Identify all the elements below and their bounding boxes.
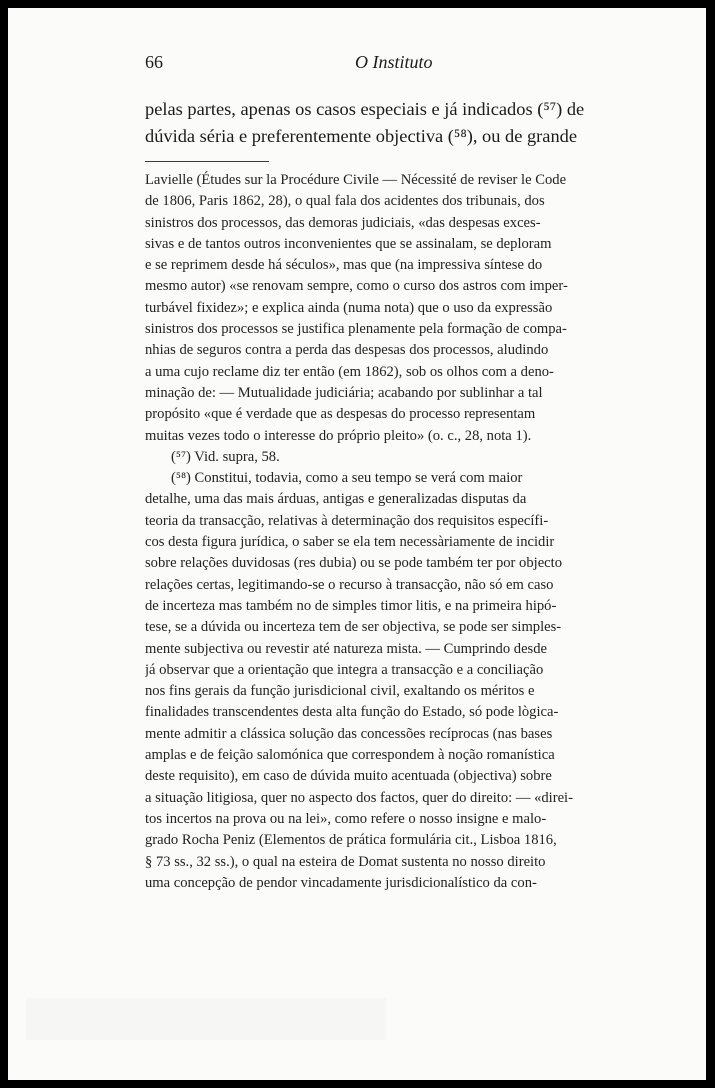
footnote-line: minação de: — Mutualidade judiciária; acabando por sublinhar a tal	[145, 384, 543, 401]
body-line: pelas partes, apenas os casos especiais e já indicados (⁵⁷) de	[145, 99, 585, 119]
footnote-line: mente subjectiva ou revestir até natureza mista. — Cumprindo desde	[145, 640, 548, 657]
footnote-line: deste requisito), em caso de dúvida muito acentuada (objectiva) sobre	[145, 768, 552, 785]
footnote-line: a situação litigiosa, quer no aspecto dos factos, quer do direito: — «direi-	[145, 789, 573, 806]
footnote-line: amplas e de feição salomónica que correspondem à noção romanística	[145, 747, 555, 764]
footnote-line: sobre relações duvidosas (res dubia) ou se pode também ter por objecto	[145, 555, 563, 572]
footnote-line: cos desta figura jurídica, o saber se ela tem necessàriamente de incidir	[145, 534, 555, 551]
footnote-line: finalidades transcendentes desta alta função do Estado, só pode lògica-	[145, 704, 559, 721]
running-title: O Instituto	[355, 52, 433, 72]
body-line: dúvida séria e preferentemente objectiva (⁵⁸), ou de grande	[145, 126, 578, 146]
page-header	[145, 52, 664, 80]
page-number: 66	[145, 52, 163, 72]
footnote-line: § 73 ss., 32 ss.), o qual na esteira de Domat sustenta no nosso direito	[145, 853, 546, 870]
main-text	[145, 96, 664, 150]
scan-artifact	[26, 998, 386, 1040]
footnote-line: muitas vezes todo o interesse do próprio pleito» (o. c., 28, nota 1).	[145, 427, 532, 444]
footnote-58: (⁵⁸) Constitui, todavia, como a seu tempo se verá com maior	[171, 470, 523, 487]
footnote-line: já observar que a orientação que integra a transacção e a conciliação	[145, 661, 544, 678]
footnote-line: mesmo autor) «se renovam sempre, como o curso dos astros com imper-	[145, 278, 568, 295]
footnote-line: propósito «que é verdade que as despesas do processo representam	[145, 406, 536, 423]
footnote-line: nhias de seguros contra a perda das despesas dos processos, aludindo	[145, 342, 549, 359]
footnote-line: uma concepção de pendor vincadamente jurisdicionalístico da con-	[145, 874, 537, 891]
footnote-line: a uma cujo reclame diz ter então (em 1862), sob os olhos com a deno-	[145, 363, 554, 380]
footnote-57: (⁵⁷) Vid. supra, 58.	[171, 448, 280, 465]
footnote-line: sivas e de tantos outros inconvenientes que se assinalam, se deploram	[145, 235, 552, 252]
footnote-line: sinistros dos processos se justifica plenamente pela formação de compa-	[145, 321, 567, 338]
footnote-line: grado Rocha Peniz (Elementos de prática formulária cit., Lisboa 1816,	[145, 832, 557, 849]
footnote-line: de incerteza mas também no de simples timor litis, e na primeira hipó-	[145, 597, 557, 614]
footnote-line: tese, se a dúvida ou incerteza tem de ser objectiva, se pode ser simples-	[145, 619, 562, 636]
footnote-line: mente admitir a clássica solução das concessões recíprocas (nas bases	[145, 725, 553, 742]
footnote-line: relações certas, legitimando-se o recurso à transacção, não só em caso	[145, 576, 554, 593]
footnote-line: turbável fixidez»; e explica ainda (numa nota) que o uso da expressão	[145, 299, 553, 316]
footnote-line: teoria da transacção, relativas à determinação dos requisitos específi-	[145, 512, 549, 529]
footnote-line: nos fins gerais da função jurisdicional civil, exaltando os méritos e	[145, 683, 535, 700]
footnotes	[145, 170, 664, 894]
footnote-line: tos incertos na prova ou na lei», como refere o nosso insigne e malo-	[145, 810, 547, 827]
footnote-line: sinistros dos processos, das demoras judiciais, «das despesas exces-	[145, 214, 541, 231]
footnote-line: detalhe, uma das mais árduas, antigas e generalizadas disputas da	[145, 491, 527, 508]
footnote-separator	[145, 161, 269, 162]
book-page	[8, 8, 706, 1080]
footnote-line: e se reprimem desde há séculos», mas que (na impressiva síntese do	[145, 257, 543, 274]
footnote-line: Lavielle (Études sur la Procédure Civile — Nécessité de reviser le Code	[145, 172, 567, 188]
footnote-line: de 1806, Paris 1862, 28), o qual fala dos acidentes dos tribunais, dos	[145, 193, 545, 210]
